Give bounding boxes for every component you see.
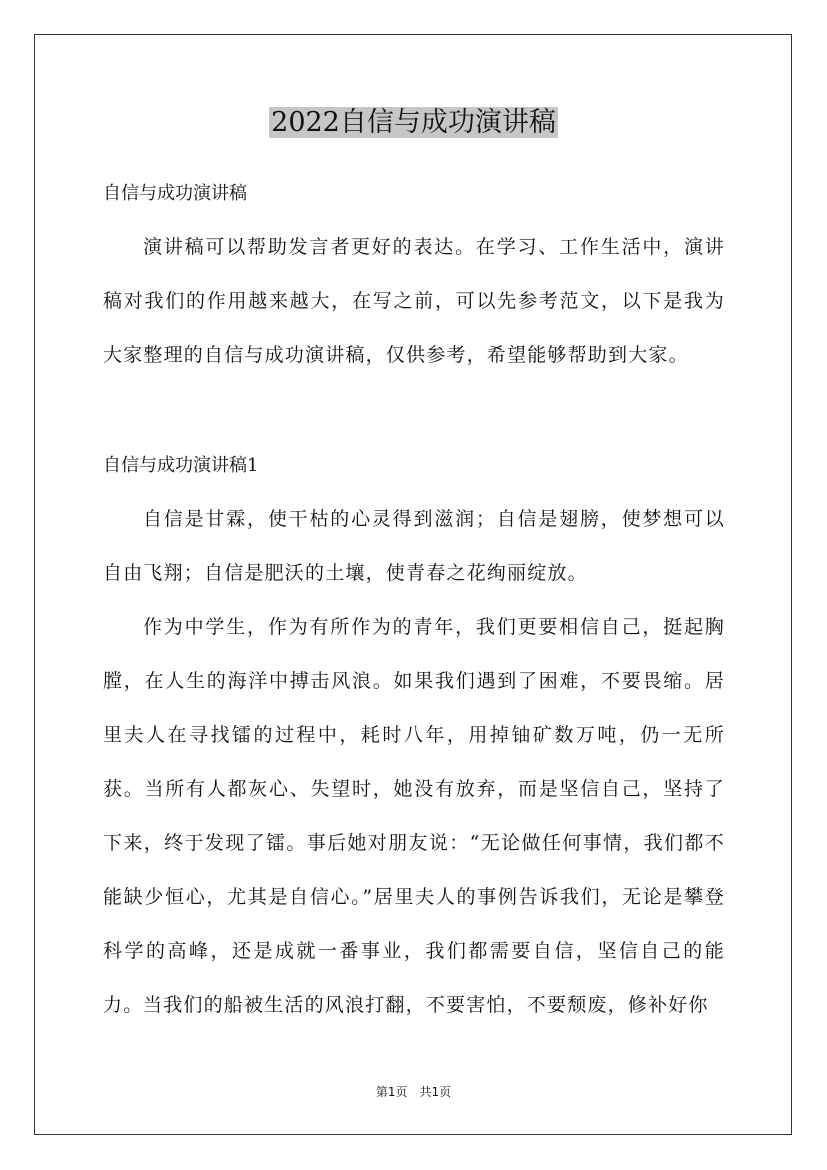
document-title [0,104,827,142]
section-heading-1: 自信与成功演讲稿1 [103,455,259,476]
document-title-text: 2022自信与成功演讲稿 [271,107,556,138]
body-paragraph-1: 自信是甘霖，使干枯的心灵得到滋润；自信是翅膀，使梦想可以自由飞翔；自信是肥沃的土壤，使青春之花绚丽绽放。 [103,508,725,584]
body-paragraph-2: 作为中学生，作为有所作为的青年，我们更要相信自己，挺起胸膛，在人生的海洋中搏击风浪。如果我们遇到了困难，不要畏缩。居里夫人在寻找镭的过程中，耗时八年，用掉铀矿数万吨，仍一无所获。当所有人都灰心、失望时，她没有放弃，而是坚信自己，坚持了下来，终于发现了镭。事后她对朋友说：“无论做任何事情，我们都不能缺少恒心，尤其是自信心。”居里夫人的事例告诉我们，无论是攀登科学的高峰，还是成就一番事业，我们都需要自信，坚信自己的能力。 [103,616,725,1016]
intro-heading: 自信与成功演讲稿 [103,183,247,204]
page-footer: 第1页 共1页 [375,1085,452,1099]
body-paragraph-3: 当我们的船被生活的风浪打翻，不要害怕，不要颓废，修补好你 [143,994,709,1016]
intro-paragraph: 演讲稿可以帮助发言者更好的表达。在学习、工作生活中，演讲稿对我们的作用越来越大，在写之前，可以先参考范文，以下是我为大家整理的自信与成功演讲稿，仅供参考，希望能够帮助到大家。 [103,236,725,366]
